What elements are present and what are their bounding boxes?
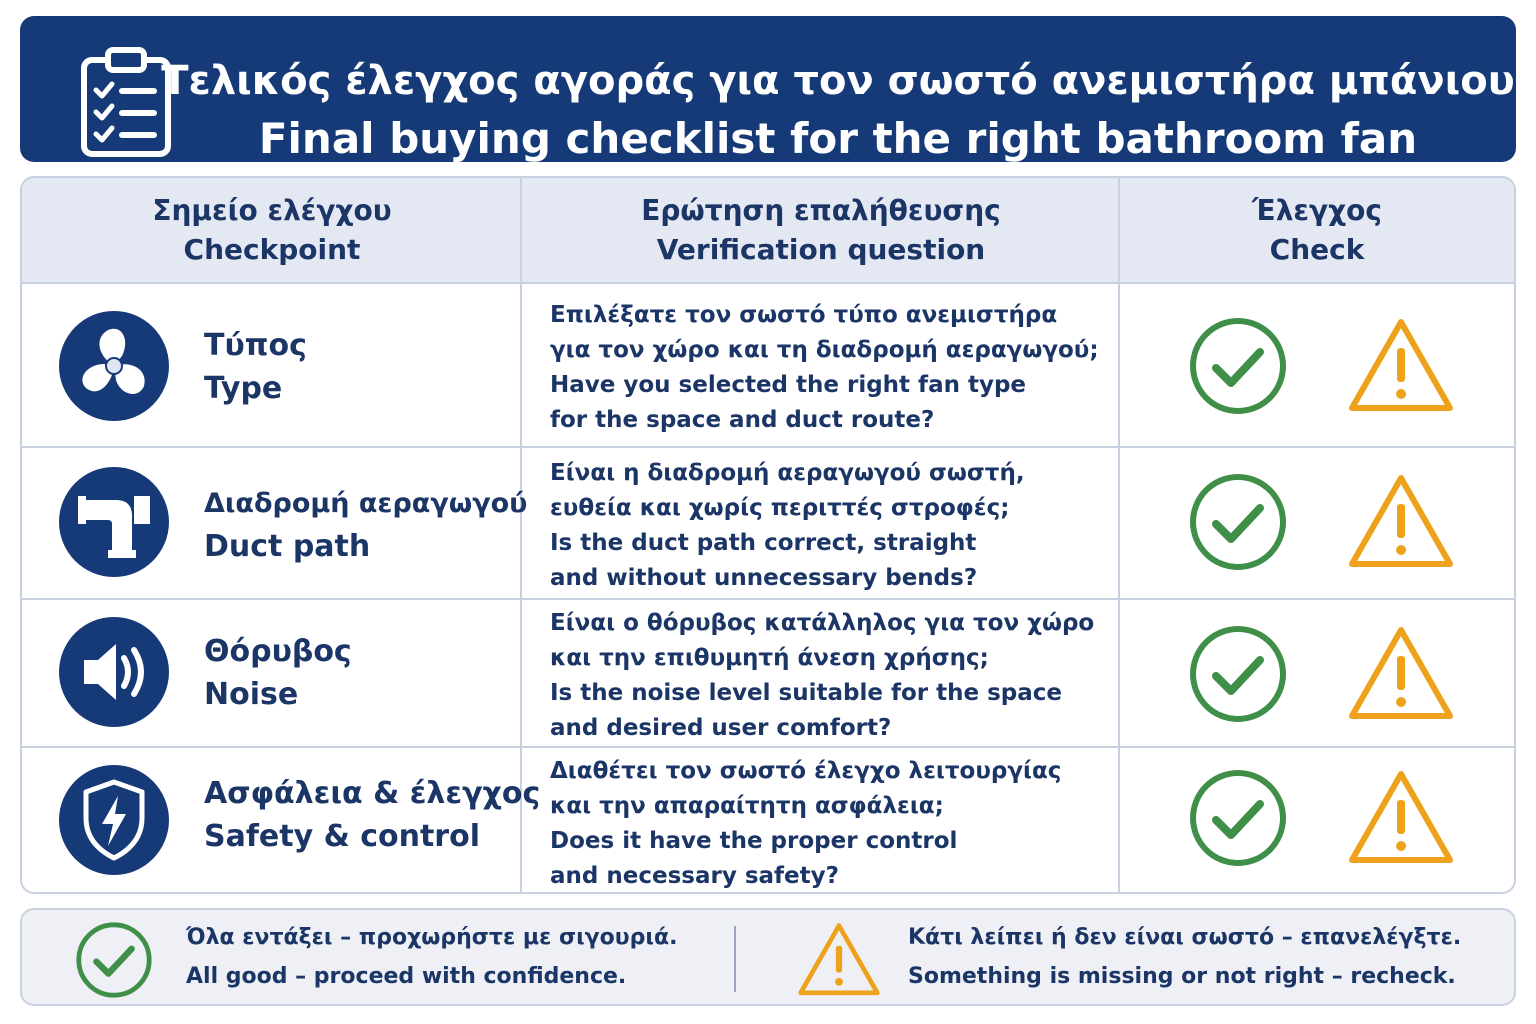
- warning-triangle-icon[interactable]: [1346, 624, 1456, 724]
- question-line: and without unnecessary bends?: [550, 565, 978, 591]
- check-circle-icon: [74, 920, 154, 1000]
- legend-warn-en: Something is missing or not right – recheck.: [908, 964, 1456, 989]
- check-circle-icon[interactable]: [1188, 624, 1288, 724]
- checkpoint-label: [204, 482, 527, 568]
- checkpoint-label-en: Noise: [204, 677, 299, 712]
- checkpoint-label: [204, 772, 540, 858]
- question-line: Επιλέξατε τον σωστό τύπο ανεμιστήρα: [550, 302, 1058, 328]
- table-row-safety-control: [22, 748, 1514, 892]
- warning-triangle-icon[interactable]: [1346, 768, 1456, 868]
- column-header-check: [1120, 178, 1514, 282]
- column-header-question: [522, 178, 1120, 282]
- question-line: και την επιθυμητή άνεση χρήσης;: [550, 645, 989, 671]
- legend-warn-text: [908, 918, 1461, 996]
- legend-ok-el: Όλα εντάξει – προχωρήστε με σιγουριά.: [186, 925, 678, 950]
- duct-elbow-icon: [58, 466, 170, 578]
- verification-question: [550, 456, 1025, 596]
- verification-question: [550, 754, 1061, 894]
- table-row-noise: [22, 600, 1514, 748]
- checkpoint-label: [204, 324, 307, 410]
- fan-icon: [58, 310, 170, 422]
- question-line: για τον χώρο και τη διαδρομή αεραγωγού;: [550, 337, 1099, 363]
- question-line: Διαθέτει τον σωστό έλεγχο λειτουργίας: [550, 758, 1062, 784]
- column-header-en: Checkpoint: [183, 233, 361, 266]
- question-line: Have you selected the right fan type: [550, 372, 1027, 398]
- question-line: Είναι ο θόρυβος κατάλληλος για τον χώρο: [550, 610, 1095, 636]
- checkpoint-label-en: Safety & control: [204, 819, 480, 854]
- checkpoint-label-el: Διαδρομή αεραγωγού: [204, 488, 528, 519]
- question-line: Είναι η διαδρομή αεραγωγού σωστή,: [550, 460, 1025, 486]
- question-line: and necessary safety?: [550, 863, 839, 889]
- verification-question: [550, 298, 1099, 438]
- column-header-el: Σημείο ελέγχου: [152, 194, 392, 227]
- check-circle-icon[interactable]: [1188, 768, 1288, 868]
- checklist-table: [20, 176, 1516, 894]
- warning-triangle-icon: [796, 920, 882, 1000]
- shield-bolt-icon: [58, 764, 170, 876]
- checkpoint-label-en: Duct path: [204, 529, 371, 564]
- check-circle-icon[interactable]: [1188, 316, 1288, 416]
- table-row-duct-path: [22, 448, 1514, 600]
- title-greek: Τελικός έλεγχος αγοράς για τον σωστό ανεμιστήρα μπάνιου: [161, 58, 1515, 104]
- question-line: Is the noise level suitable for the space: [550, 680, 1063, 706]
- column-header-en: Verification question: [656, 233, 986, 266]
- legend-divider: [734, 926, 736, 992]
- column-header-checkpoint: [22, 178, 522, 282]
- column-header-el: Έλεγχος: [1252, 194, 1382, 227]
- question-line: for the space and duct route?: [550, 407, 935, 433]
- title-english: Final buying checklist for the right bathroom fan: [258, 114, 1418, 163]
- verification-question: [550, 606, 1094, 746]
- question-line: ευθεία και χωρίς περιττές στροφές;: [550, 495, 1010, 521]
- question-line: Is the duct path correct, straight: [550, 530, 977, 556]
- table-header: [22, 178, 1514, 284]
- warning-triangle-icon[interactable]: [1346, 472, 1456, 572]
- question-line: και την απαραίτητη ασφάλεια;: [550, 793, 944, 819]
- column-header-el: Ερώτηση επαλήθευσης: [641, 194, 1001, 227]
- warning-triangle-icon[interactable]: [1346, 316, 1456, 416]
- question-line: Does it have the proper control: [550, 828, 958, 854]
- legend-warn-el: Κάτι λείπει ή δεν είναι σωστό – επανελέγξτε.: [908, 925, 1462, 950]
- checkpoint-label-en: Type: [204, 371, 283, 406]
- header-banner: [20, 16, 1516, 162]
- legend-ok-text: [186, 918, 677, 996]
- column-header-en: Check: [1269, 233, 1365, 266]
- legend-footer: [20, 908, 1516, 1006]
- table-row-type: [22, 284, 1514, 448]
- checkpoint-label-el: Ασφάλεια & έλεγχος: [204, 776, 541, 811]
- checkpoint-label-el: Τύπος: [204, 328, 307, 363]
- speaker-icon: [58, 616, 170, 728]
- check-circle-icon[interactable]: [1188, 472, 1288, 572]
- checkpoint-label-el: Θόρυβος: [204, 634, 352, 669]
- question-line: and desired user comfort?: [550, 715, 892, 741]
- checkpoint-label: [204, 630, 352, 716]
- legend-ok-en: All good – proceed with confidence.: [186, 964, 627, 989]
